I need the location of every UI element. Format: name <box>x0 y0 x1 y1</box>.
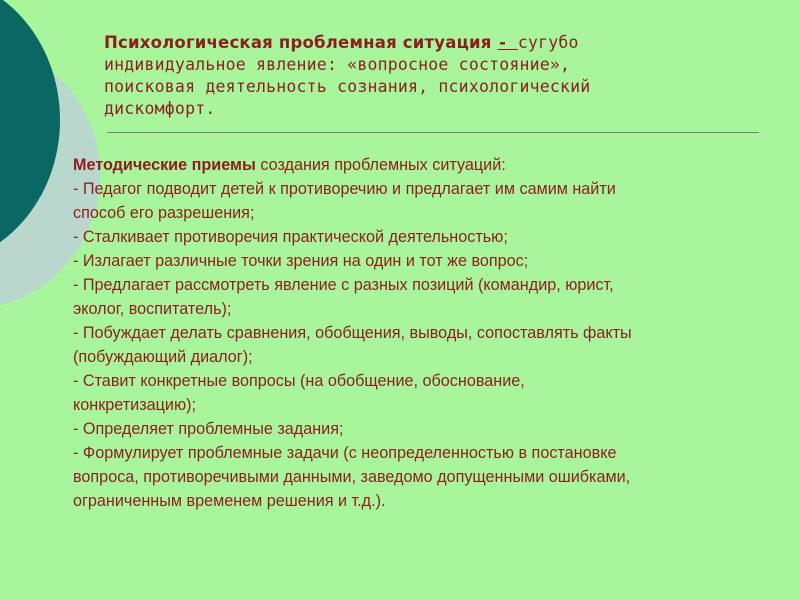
title-dash: - <box>497 33 518 52</box>
methods-line: эколог, воспитатель); <box>73 300 232 318</box>
methods-line: - Излагает различные точки зрения на один и тот же вопрос; <box>73 252 529 270</box>
methods-block <box>73 153 773 513</box>
methods-heading-rest: создания проблемных ситуаций: <box>255 156 506 174</box>
methods-line: способ его разрешения; <box>73 204 255 222</box>
methods-line: - Предлагает рассмотреть явление с разных позиций (командир, юрист, <box>73 276 614 294</box>
methods-line: - Побуждает делать сравнения, обобщения, выводы, сопоставлять факты <box>73 324 632 342</box>
slide-title <box>104 32 744 120</box>
methods-heading <box>73 153 773 177</box>
methods-line: вопроса, противоречивыми данными, заведомо допущенными ошибками, <box>73 468 631 486</box>
title-line-2: индивидуальное явление: «вопросное состояние», <box>104 55 571 74</box>
methods-line: - Ставит конкретные вопросы (на обобщение, обоснование, <box>73 372 525 390</box>
methods-line: - Формулирует проблемные задачи (с неопределенностью в постановке <box>73 444 617 462</box>
methods-line: - Педагог подводит детей к противоречию и предлагает им самим найти <box>73 180 616 198</box>
title-line-4: дискомфорт. <box>104 99 216 118</box>
title-line-1-rest: сугубо <box>517 33 579 52</box>
methods-line: - Сталкивает противоречия практической деятельностью; <box>73 228 508 246</box>
title-divider <box>107 132 759 133</box>
methods-heading-bold: Методические приемы <box>73 156 256 174</box>
title-line-3: поисковая деятельность сознания, психологический <box>104 77 591 96</box>
title-bold-term: Психологическая проблемная ситуация <box>104 33 498 52</box>
title-line-1 <box>104 32 744 54</box>
methods-line: (побуждающий диалог); <box>73 348 253 366</box>
methods-line: ограниченным временем решения и т.д.). <box>73 492 386 510</box>
methods-line: конкретизацию); <box>73 396 196 414</box>
methods-line: - Определяет проблемные задания; <box>73 420 344 438</box>
